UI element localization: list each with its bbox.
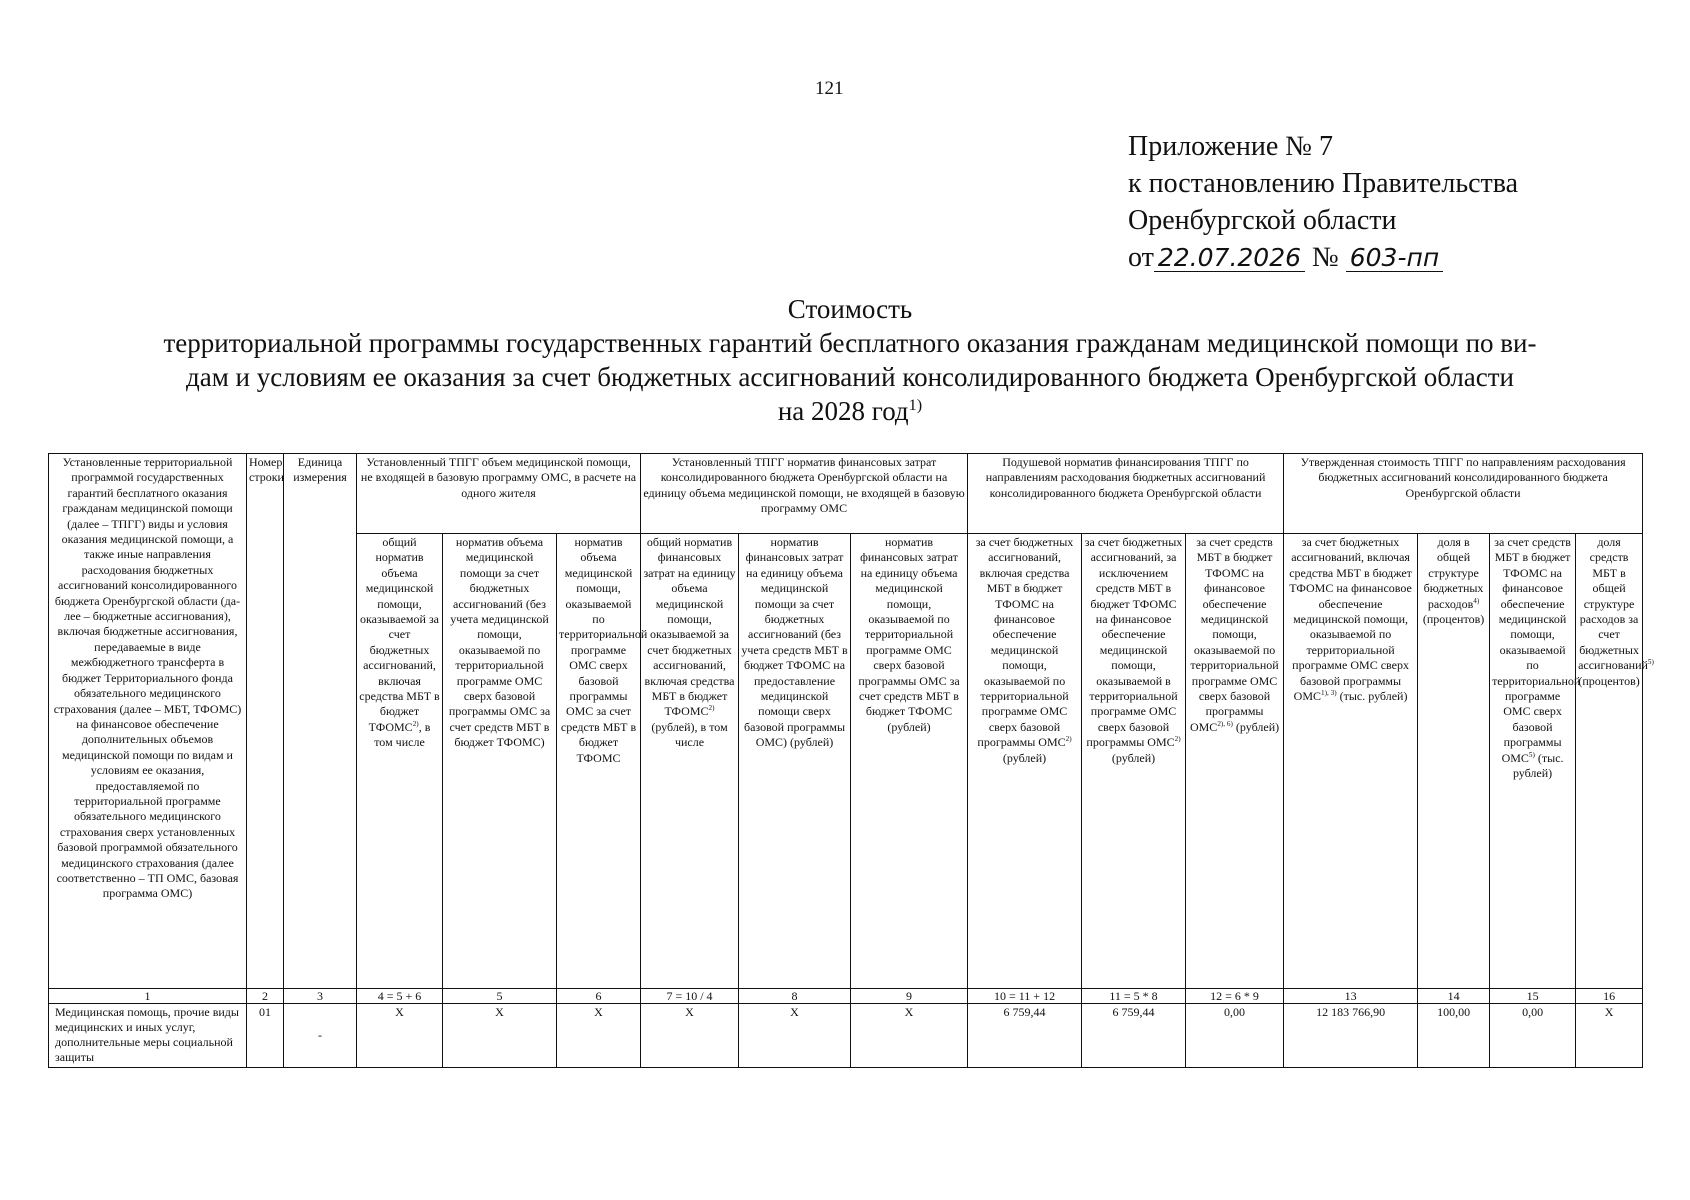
header-col-12: за счет средств МБТ в бюджет ТФОМС на финансовое обеспечение медицинской помощи, оказываемой по территориальной программе ОМС сверх базовой программы $ОМС^{2), 6)}$ (рублей) xyxy=(1186,534,1284,989)
cell-col-5: X xyxy=(443,1004,557,1068)
column-number: 5 xyxy=(443,989,557,1004)
annex-line-3: Оренбургской области xyxy=(1128,205,1397,236)
cell-col-16: X xyxy=(1576,1004,1643,1068)
column-number: 15 xyxy=(1490,989,1576,1004)
header-group-per-capita: Подушевой норматив финансирования ТПГГ по направлениям расходования бюджетных ассигнований консолидированного бюджета Оренбургской области xyxy=(968,454,1284,534)
cell-col-7: X xyxy=(641,1004,739,1068)
header-type-of-care: Установленные территориальной программой государственных гарантий бесплатного оказания гражданам медицинской помощи (далее – ТПГГ) виды и условия оказания медицинской помощи, а также иные направления расходования бюджетных ассигнований консолидированного бюджета Оренбургской области (да-лее – бюджетные ассигнования), включая бюджетные ассигнования, передаваемые в виде межбюджетного трансферта в бюджет Территориального фонда обязательного медицинского страхования (далее – МБТ, ТФОМС) на финансовое обеспечение дополнительных объемов медицинской помощи по видам и условиям ее оказания, предоставляемой по территориальной программе обязательного медицинского страхования сверх установленных базовой программой обязательного медицинского страхования (далее соответственно – ТП ОМС, базовая программа ОМС) xyxy=(49,454,247,989)
cell-col-14: 100,00 xyxy=(1418,1004,1490,1068)
header-group-volume: Установленный ТПГГ объем медицинской помощи, не входящей в базовую программу ОМС, в расчете на одного жителя xyxy=(357,454,641,534)
cell-col-6: X xyxy=(557,1004,641,1068)
cell-col-9: X xyxy=(851,1004,968,1068)
column-number: 11 = 5 * 8 xyxy=(1082,989,1186,1004)
page-number: 121 xyxy=(815,78,844,99)
column-number: 9 xyxy=(851,989,968,1004)
cell-col-15: 0,00 xyxy=(1490,1004,1576,1068)
annex-title: Приложение № 7 xyxy=(1128,131,1333,162)
header-col-10: за счет бюджетных ассигнований, включая средства МБТ в бюджет ТФОМС на финансовое обеспечение медицинской помощи, оказываемой по территориальной программе ОМС сверх базовой программы ОМС$^{2)}$ (рублей) xyxy=(968,534,1082,989)
cell-col-11: 6 759,44 xyxy=(1082,1004,1186,1068)
header-col-15: за счет средств МБТ в бюджет ТФОМС на финансовое обеспечение медицинской помощи, оказываемой по территориальной программе ОМС сверх базовой программы ОМС$^{5)}$ (тыс. рублей) xyxy=(1490,534,1576,989)
date-prefix: от xyxy=(1128,242,1154,273)
header-col-9: норматив финансовых затрат на единицу объема медицинской помощи, оказываемой по территориальной программе ОМС сверх базовой программы ОМС за счет средств МБТ в бюджет ТФОМС (рублей) xyxy=(851,534,968,989)
cell-col-13: 12 183 766,90 xyxy=(1284,1004,1418,1068)
header-col-14: доля в общей структуре бюджетных расходов$^{4)}$ (процентов) xyxy=(1418,534,1490,989)
handwritten-number: 603-пп xyxy=(1346,245,1443,272)
title-year: на 2028 год xyxy=(777,396,909,426)
document-title xyxy=(100,292,1600,428)
header-row-number: Номер строки xyxy=(247,454,284,989)
title-line-3: дам и условиям ее оказания за счет бюджетных ассигнований консолидированного бюджета Оренбургской области xyxy=(185,362,1515,392)
column-number: 8 xyxy=(739,989,851,1004)
row-unit: - xyxy=(284,1004,357,1068)
column-number: 4 = 5 + 6 xyxy=(357,989,443,1004)
cell-col-8: X xyxy=(739,1004,851,1068)
column-number: 6 xyxy=(557,989,641,1004)
title-footnote-mark: 1) xyxy=(908,396,923,414)
header-col-16: доля средств МБТ в общей структуре расходов за счет бюджетных ассигнований$^{5)}$ (процентов) xyxy=(1576,534,1643,989)
title-line-1: Стоимость xyxy=(787,294,913,324)
header-col-6: норматив объема медицинской помощи, оказываемой по территориальной программе ОМС сверх базовой программы ОМС за счет средств МБТ в бюджет ТФОМС xyxy=(557,534,641,989)
row-name: Медицинская помощь, прочие виды медицинских и иных услуг, дополнительные меры социальной защиты xyxy=(49,1004,247,1068)
column-number-row xyxy=(49,989,1643,1004)
column-number: 14 xyxy=(1418,989,1490,1004)
header-col-13: за счет бюджетных ассигнований, включая средства МБТ в бюджет ТФОМС на финансовое обеспечение медицинской помощи, оказываемой по территориальной программе ОМС сверх базовой программы $ОМС^{1), 3)}$ (тыс. рублей) xyxy=(1284,534,1418,989)
annex-line-2: к постановлению Правительства xyxy=(1128,168,1519,199)
header-unit: Единица измерения xyxy=(284,454,357,989)
header-col-7: общий норматив финансовых затрат на единицу объема медицинской помощи, оказываемой за счет бюджетных ассигнований, включая средства МБТ в бюджет ТФОМС$^{2)}$ (рублей), в том числе xyxy=(641,534,739,989)
handwritten-date: 22.07.2026 xyxy=(1154,245,1305,272)
header-col-5: норматив объема медицинской помощи за счет бюджетных ассигнований (без учета медицинской помощи, оказываемой по территориальной программе ОМС сверх базовой программы ОМС за счет средств МБТ в бюджет ТФОМС) xyxy=(443,534,557,989)
header-col-4: общий норматив объема медицинской помощи, оказываемой за счет бюджетных ассигнований, включая средства МБТ в бюджет ТФОМС$^{2)}$, в том числе xyxy=(357,534,443,989)
cell-col-12: 0,00 xyxy=(1186,1004,1284,1068)
annex-date-line xyxy=(1128,239,1518,276)
header-group-approved-cost: Утвержденная стоимость ТПГГ по направлениям расходования бюджетных ассигнований консолидированного бюджета Оренбургской области xyxy=(1284,454,1643,534)
column-number: 3 xyxy=(284,989,357,1004)
column-number: 1 xyxy=(49,989,247,1004)
table-row xyxy=(49,1004,1643,1068)
cell-col-10: 6 759,44 xyxy=(968,1004,1082,1068)
column-number: 7 = 10 / 4 xyxy=(641,989,739,1004)
header-col-8: норматив финансовых затрат на единицу объема медицинской помощи за счет бюджетных ассигнований (без учета средств МБТ в бюджет ТФОМС на предоставление медицинской помощи сверх базовой программы ОМС) (рублей) xyxy=(739,534,851,989)
column-number: 10 = 11 + 12 xyxy=(968,989,1082,1004)
title-line-4 xyxy=(100,394,1600,428)
annex-block xyxy=(1128,128,1518,276)
header-group-cost-norm: Установленный ТПГГ норматив финансовых затрат консолидированного бюджета Оренбургской области на единицу объема медицинской помощи, не входящей в базовую программу ОМС xyxy=(641,454,968,534)
cell-col-4: X xyxy=(357,1004,443,1068)
number-label: № xyxy=(1312,242,1339,273)
column-number: 12 = 6 * 9 xyxy=(1186,989,1284,1004)
header-col-11: за счет бюджетных ассигнований, за исключением средств МБТ в бюджет ТФОМС на финансовое обеспечение медицинской помощи, оказываемой в территориальной программе ОМС сверх базовой программы ОМС$^{2)}$ (рублей) xyxy=(1082,534,1186,989)
cost-table xyxy=(48,453,1654,1068)
column-number: 16 xyxy=(1576,989,1643,1004)
column-number: 13 xyxy=(1284,989,1418,1004)
title-line-2: территориальной программы государственных гарантий бесплатного оказания гражданам медицинской помощи по ви- xyxy=(163,328,1537,358)
row-number: 01 xyxy=(247,1004,284,1068)
column-number: 2 xyxy=(247,989,284,1004)
